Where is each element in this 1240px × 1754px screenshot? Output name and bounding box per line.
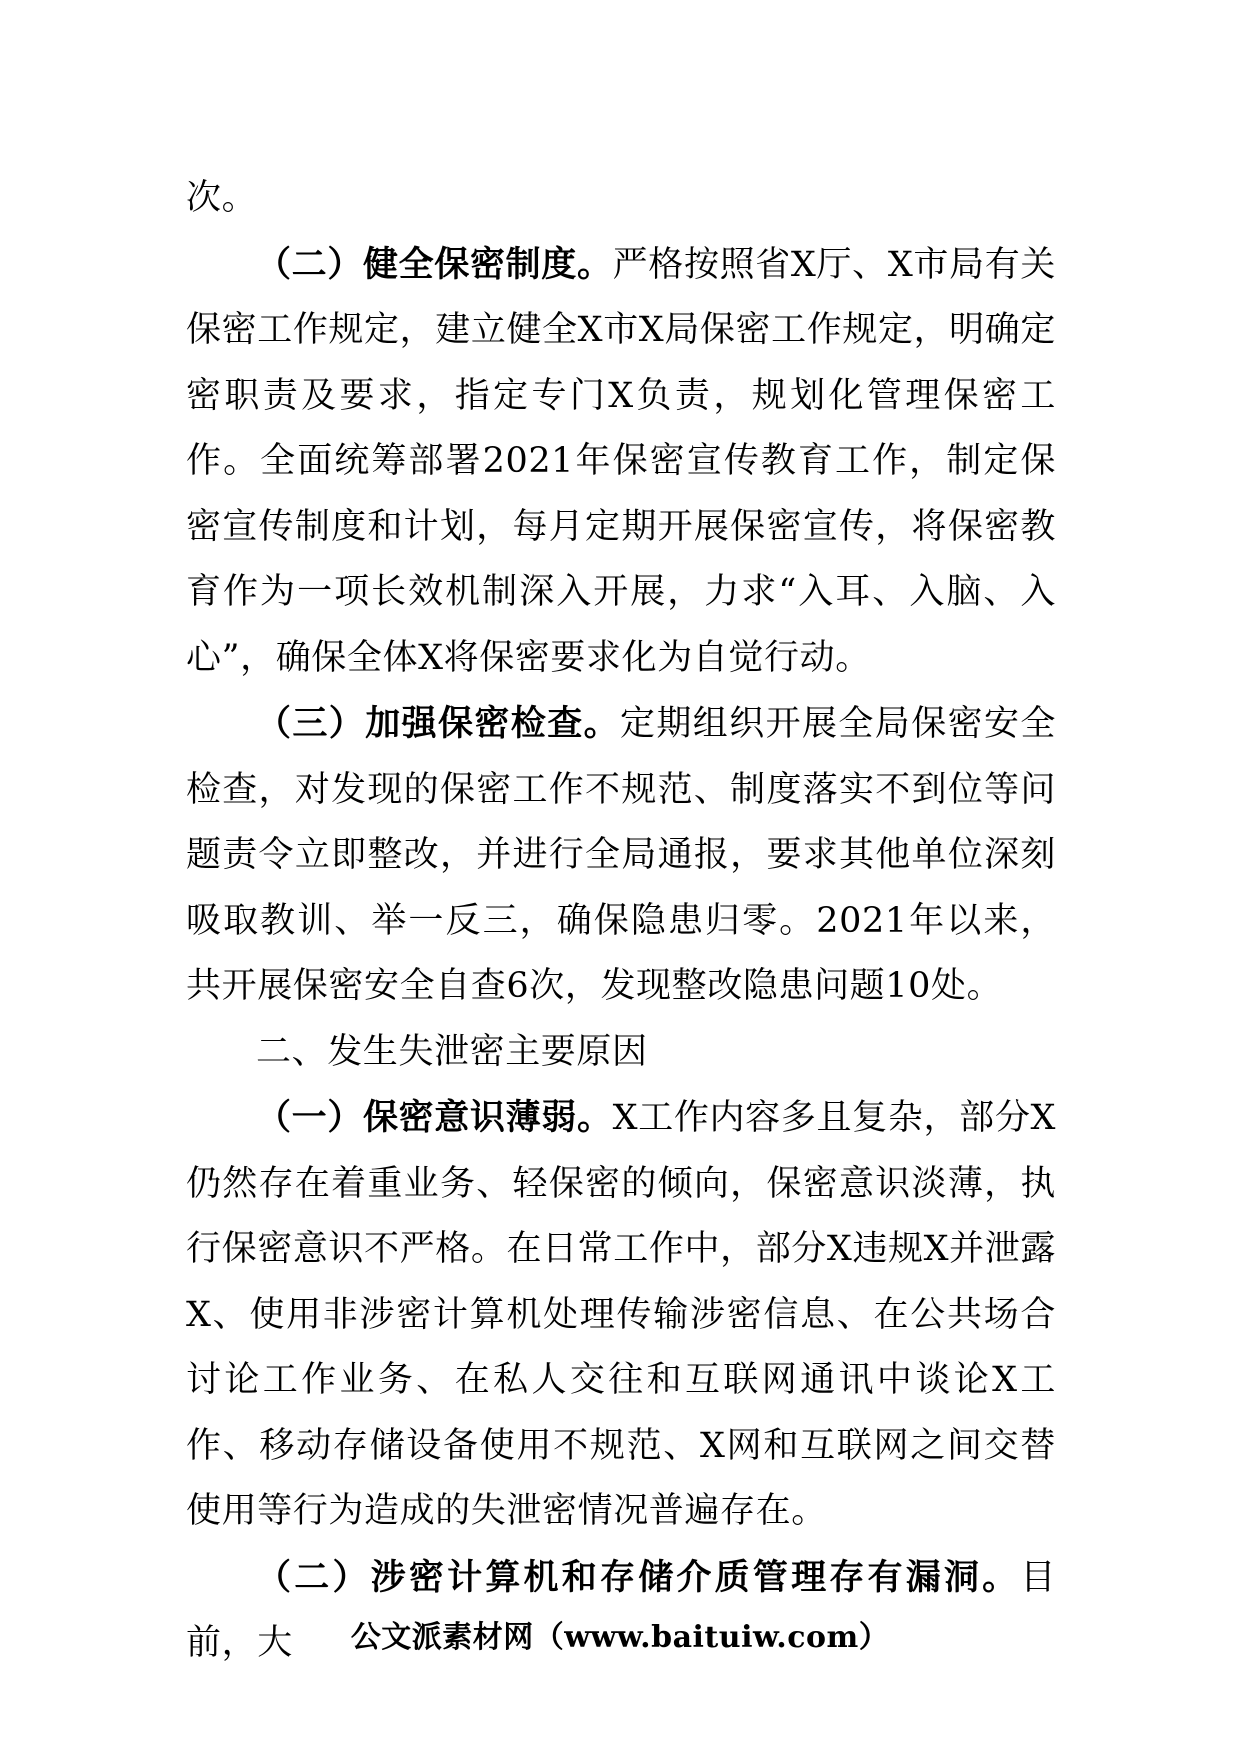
paragraph-heading: （三）加强保密检查。 [256,703,620,744]
paragraph-weak-awareness [186,1085,1056,1545]
paragraph-storage-loopholes [186,1545,1056,1677]
footer-watermark: 公文派素材网（www.baituiw.com） [350,1620,890,1655]
paragraph-text: 次。 [186,178,258,218]
paragraph-text: 定期组织开展全局保密安全检查，对发现的保密工作不规范、制度落实不到位等问题责令立即整改，并进行全局通报，要求其他单位深刻吸取教训、举一反三，确保隐患归零。2021年以来，共开展保密安全自查6次，发现整改隐患问题10处。 [186,704,1056,1006]
paragraph-heading: （二）涉密计算机和存储介质管理存有漏洞。 [256,1556,1021,1598]
section-heading [186,1020,1056,1086]
paragraph-strengthen-inspection [186,691,1056,1020]
body-text [186,166,1056,1677]
paragraph-text: 目前，大 [186,1557,1056,1663]
paragraph-improve-rules [186,232,1056,692]
paragraph-text: 严格按照省X厅、X市局有关保密工作规定，建立健全X市X局保密工作规定，明确定密职责及要求，指定专门X负责，规划化管理保密工作。全面统筹部署2021年保密宣传教育工作，制定保密宣传制度和计划，每月定期开展保密宣传，将保密教育作为一项长效机制深入开展，力求“入耳、入脑、入心”，确保全体X将保密要求化为自觉行动。 [186,244,1057,678]
section-heading-text: 二、发生失泄密主要原因 [256,1031,648,1072]
paragraph-heading: （二）健全保密制度。 [256,243,613,285]
paragraph-continuation [186,166,1056,232]
paragraph-text: X工作内容多且复杂，部分X仍然存在着重业务、轻保密的倾向，保密意识淡薄，执行保密意识不严格。在日常工作中，部分X违规X并泄露X、使用非涉密计算机处理传输涉密信息、在公共场合讨论工作业务、在私人交往和互联网通讯中谈论X工作、移动存储设备使用不规范、X网和互联网之间交替使用等行为造成的失泄密情况普遍存在。 [186,1098,1056,1531]
paragraph-heading: （一）保密意识薄弱。 [256,1097,613,1138]
